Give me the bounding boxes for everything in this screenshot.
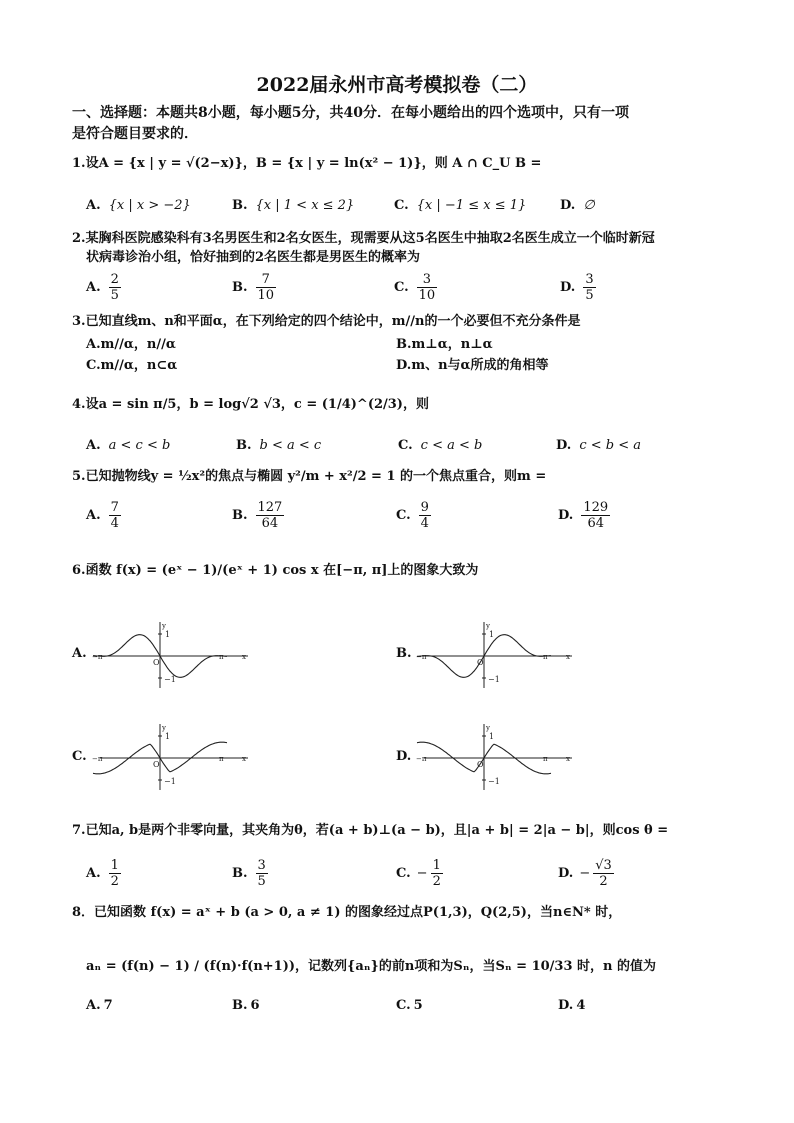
- q7-stem: 7.已知a, b是两个非零向量，其夹角为θ，若(a + b)⊥(a − b)，且|a + b| = 2|a − b|，则cos θ =: [72, 823, 669, 838]
- q6-stem: 6.函数 f(x) = (eˣ − 1)/(eˣ + 1) cos x 在[−π, π]上的图象大致为: [72, 563, 479, 578]
- origin-label: O: [153, 760, 160, 769]
- y-label-neg1: −1: [164, 675, 176, 684]
- x-axis-label: x: [566, 653, 570, 661]
- q2-stem-line1: 2.某胸科医院感染科有3名男医生和2名女医生，现需要从这5名医生中抽取2名医生成立一个临时新冠: [72, 231, 655, 246]
- q4-option-d[interactable]: D. c < b < a: [556, 438, 642, 453]
- q7-option-b[interactable]: B. $\frac{3}{5}$: [232, 858, 266, 889]
- q6-graph-d[interactable]: [416, 722, 576, 792]
- x-label-pi: π: [219, 755, 224, 763]
- q3-option-a[interactable]: A.m//α，n//α: [86, 337, 176, 352]
- x-axis-label: x: [242, 755, 246, 763]
- q5-option-b[interactable]: B. $\frac{127}{64}$: [232, 500, 283, 531]
- q6-graph-a[interactable]: [92, 620, 252, 690]
- q4-option-c[interactable]: C. c < a < b: [398, 438, 483, 453]
- y-label-1: 1: [165, 630, 171, 639]
- q3-option-d[interactable]: D.m、n与α所成的角相等: [396, 358, 549, 373]
- q5-option-c[interactable]: C. $\frac{9}{4}$: [396, 500, 429, 531]
- y-axis-label: y: [486, 724, 490, 732]
- q2-option-d[interactable]: D. $\frac{3}{5}$: [560, 272, 594, 303]
- x-axis-label: x: [242, 653, 246, 661]
- origin-label: O: [153, 658, 160, 667]
- q5-stem: 5.已知抛物线y = ½x²的焦点与椭圆 y²/m + x²/2 = 1 的一个焦点重合，则m =: [72, 469, 547, 484]
- y-label-1: 1: [489, 732, 495, 741]
- y-label-neg1: −1: [488, 777, 500, 786]
- q6-graph-c[interactable]: [92, 722, 252, 792]
- origin-label: O: [477, 658, 484, 667]
- q2-option-c[interactable]: C. $\frac{3}{10}$: [394, 272, 436, 303]
- q8-option-a[interactable]: A. 7: [86, 998, 113, 1013]
- q1-stem: 1.设A = {x | y = √(2−x)}，B = {x | y = ln(x² − 1)}，则 A ∩ C_U B =: [72, 156, 542, 171]
- q3-option-b[interactable]: B.m⊥α，n⊥α: [396, 337, 493, 352]
- y-axis-label: y: [486, 622, 490, 630]
- q5-option-d[interactable]: D. $\frac{129}{64}$: [558, 500, 609, 531]
- q7-option-c[interactable]: C. − $\frac{1}{2}$: [396, 858, 441, 889]
- q6-graph-b[interactable]: [416, 620, 576, 690]
- q8-stem-line1: 8．已知函数 f(x) = aˣ + b (a > 0, a ≠ 1) 的图象经过点P(1,3)，Q(2,5)，当n∈N* 时，: [72, 905, 622, 920]
- q2-stem-line2: 状病毒诊治小组，恰好抽到的2名医生都是男医生的概率为: [86, 250, 421, 265]
- y-label-1: 1: [165, 732, 171, 741]
- q1-option-d[interactable]: D. ∅: [560, 198, 595, 213]
- x-axis-label: x: [566, 755, 570, 763]
- q2-option-b[interactable]: B. $\frac{7}{10}$: [232, 272, 275, 303]
- q4-option-a[interactable]: A. a < c < b: [86, 438, 171, 453]
- x-label-neg-pi: −π: [416, 653, 427, 661]
- q1-option-c[interactable]: C. {x | −1 ≤ x ≤ 1}: [394, 198, 527, 213]
- x-label-pi: π: [543, 653, 548, 661]
- y-axis-label: y: [162, 724, 166, 732]
- section-heading-line2: 是符合题目要求的．: [72, 126, 198, 142]
- q3-stem: 3.已知直线m、n和平面α，在下列给定的四个结论中，m//n的一个必要但不充分条件是: [72, 314, 581, 329]
- y-axis-label: y: [162, 622, 166, 630]
- q8-option-c[interactable]: C. 5: [396, 998, 423, 1013]
- x-label-pi: π: [219, 653, 224, 661]
- q3-option-c[interactable]: C.m//α，n⊂α: [86, 358, 178, 373]
- q7-option-d[interactable]: D. − $\frac{√3}{2}$: [558, 858, 612, 889]
- q8-option-d[interactable]: D. 4: [558, 998, 586, 1013]
- q4-stem: 4.设a = sin π/5，b = log√2 √3，c = (1/4)^(2/3)，则: [72, 397, 429, 412]
- q8-option-b[interactable]: B. 6: [232, 998, 260, 1013]
- x-label-pi: π: [543, 755, 548, 763]
- q1-option-a[interactable]: A. {x | x > −2}: [86, 198, 191, 213]
- x-label-neg-pi: −π: [92, 653, 103, 661]
- page-title: 2022届永州市高考模拟卷（二）: [256, 74, 538, 96]
- q6-option-b-label[interactable]: B.: [396, 646, 412, 661]
- q6-option-c-label[interactable]: C.: [72, 749, 87, 764]
- q5-option-a[interactable]: A. $\frac{7}{4}$: [86, 500, 119, 531]
- origin-label: O: [477, 760, 484, 769]
- q7-option-a[interactable]: A. $\frac{1}{2}$: [86, 858, 119, 889]
- q2-option-a[interactable]: A. $\frac{2}{5}$: [86, 272, 119, 303]
- q4-option-b[interactable]: B. b < a < c: [236, 438, 322, 453]
- q1-option-b[interactable]: B. {x | 1 < x ≤ 2}: [232, 198, 355, 213]
- x-label-neg-pi: −π: [92, 755, 103, 763]
- y-label-neg1: −1: [164, 777, 176, 786]
- q6-option-a-label[interactable]: A.: [72, 646, 87, 661]
- x-label-neg-pi: −π: [416, 755, 427, 763]
- q6-option-d-label[interactable]: D.: [396, 749, 412, 764]
- section-heading-line1: 一、选择题：本题共8小题，每小题5分，共40分．在每小题给出的四个选项中，只有一项: [72, 105, 629, 121]
- q8-stem-line2: aₙ = (f(n) − 1) / (f(n)·f(n+1))，记数列{aₙ}的前n项和为Sₙ，当Sₙ = 10/33 时，n 的值为: [86, 959, 657, 974]
- y-label-neg1: −1: [488, 675, 500, 684]
- y-label-1: 1: [489, 630, 495, 639]
